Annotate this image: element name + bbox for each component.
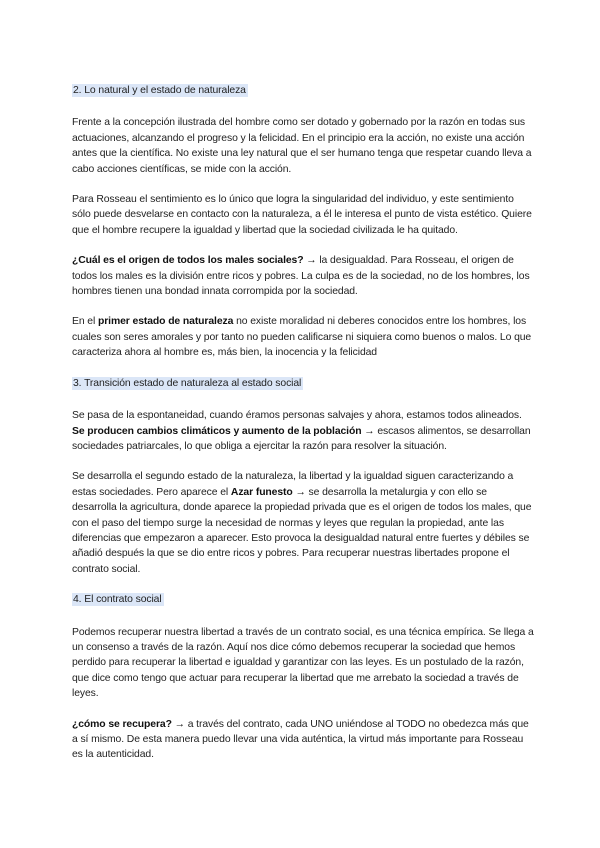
text-run: Se pasa de la espontaneidad, cuando éramos personas salvajes y ahora, estamos todos alineados. (72, 410, 522, 422)
text-run: → a través del contrato, cada UNO uniéndose al TODO no obedezca más que a sí mismo. De esta manera puedo llevar una vida auténtica, la virtud más importante para Rosseau es la autenticidad. (72, 718, 529, 761)
text-run: → escasos alimentos, se desarrollan sociedades patriarcales, lo que obliga a ejercitar la razón para resolver la situación. (72, 425, 531, 452)
text-run: En el (72, 316, 98, 328)
section-heading (72, 376, 534, 391)
spacer (72, 361, 534, 376)
paragraph (72, 253, 534, 299)
paragraph (72, 192, 534, 238)
text-run: Para Rosseau el sentimiento es lo único que logra la singularidad del individuo, y este sentimiento sólo puede desvelarse en contacto con la naturaleza, a él le interesa el punto de vista estético. Quiere que el hombre recupere la igualdad y libertad que la sociedad civilizada le ha quitado. (72, 194, 532, 236)
spacer (72, 577, 534, 592)
section-heading (72, 592, 534, 607)
bold-text: Se producen cambios climáticos y aumento de la población (72, 425, 362, 437)
bold-text: ¿cómo se recupera? (72, 718, 172, 730)
paragraph (72, 469, 534, 577)
section-heading-text: 2. Lo natural y el estado de naturaleza (73, 85, 246, 96)
text-run: no existe moralidad ni deberes conocidos entre los hombres, los cuales son seres amorales y por tanto no pueden calificarse ni siquiera como buenos o malos. Lo que caracteriza ahora al hombre es, más bien, la inocencia y la felicidad (72, 316, 532, 359)
text-run: → la desigualdad. Para Rosseau, el origen de todos los males es la división entre ricos y pobres. La culpa es de la sociedad, no de los hombres, los hombres tienen una bondad innata corrompida por la sociedad. (72, 255, 530, 298)
paragraph (72, 408, 534, 454)
document-body (72, 83, 534, 763)
bold-text: ¿Cuál es el origen de todos los males sociales? (72, 255, 304, 267)
text-run: Podemos recuperar nuestra libertad a través de un contrato social, es una técnica empírica. Se llega a un consenso a través de la razón. Aquí nos dice cómo debemos recuperar la sociedad que hemos perdido para recuperar la libertad e igualdad y garantizar con las leyes. Es un postulado de la razón, que dice como tengo que actuar para recuperar la libertad que me arrebato la sociedad a través de leyes. (72, 626, 534, 700)
paragraph (72, 625, 534, 702)
bold-text: primer estado de naturaleza (97, 316, 234, 328)
section-heading-text: 4. El contrato social (73, 594, 162, 606)
spacer (72, 702, 534, 717)
text-run: Frente a la concepción ilustrada del hombre como ser dotado y gobernado por la razón en todas sus actuaciones, alcanzando el progreso y la felicidad. En el principio era la acción, no existe una acción antes que la científica. No existe una ley natural que el ser humano tenga que respetar cuando lleva a cabo acciones científicas, se mide con la acción. (72, 117, 532, 175)
spacer (72, 238, 534, 253)
section-heading (72, 83, 534, 98)
spacer (72, 299, 534, 314)
paragraph (72, 314, 534, 360)
text-run: Se desarrolla el segundo estado de la naturaleza, la libertad y la igualdad siguen caracterizando a estas sociedades. Pero aparece el (72, 471, 514, 498)
spacer (72, 177, 534, 192)
spacer (72, 454, 534, 469)
section-heading-text: 3. Transición estado de naturaleza al estado social (73, 377, 302, 389)
spacer (72, 608, 534, 625)
spacer (72, 391, 534, 408)
paragraph (72, 717, 534, 763)
bold-text: Azar funesto (230, 486, 293, 498)
spacer (72, 98, 534, 115)
text-run: → se desarrolla la metalurgia y con ello se desarrolla la agricultura, donde aparece la propiedad privada que es el origen de todos los males, que con el paso del tiempo surge la necesidad de normas y leyes que regulan la propiedad, ante las diferencias que empezaron a aparecer. Esto provoca la desigualdad natural entre fuertes y débiles se añadió después la que se dio entre ricos y pobres. Para recuperar nuestras libertades propone el contrato social. (72, 486, 532, 575)
paragraph (72, 115, 534, 177)
